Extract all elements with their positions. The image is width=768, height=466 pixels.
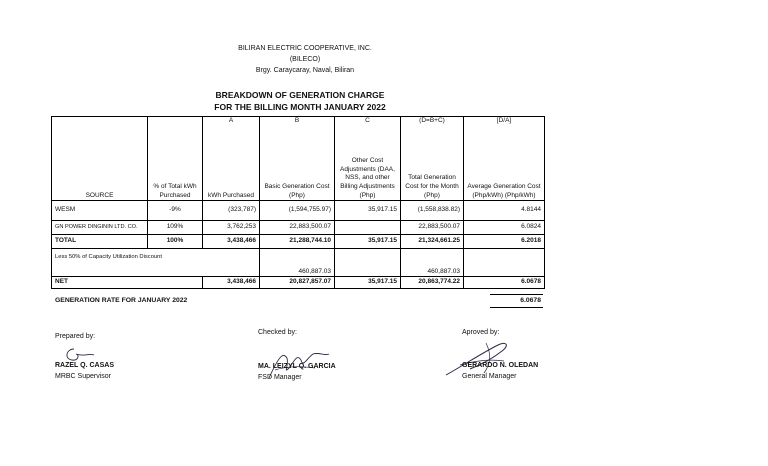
col-letter: A	[203, 117, 260, 126]
cell-basic: 21,288,744.10	[260, 235, 335, 249]
col-letter: B	[260, 117, 335, 126]
col-letter	[148, 117, 203, 126]
generation-rate-label: GENERATION RATE FOR JANUARY 2022	[55, 297, 188, 304]
prepared-by-name: RAZEL Q. CASAS	[55, 362, 114, 369]
approved-by-name: GERARDO N. OLEDAN	[462, 362, 539, 369]
document-title: BREAKDOWN OF GENERATION CHARGE	[215, 90, 385, 100]
col-header-kwh: kWh Purchased	[203, 126, 260, 201]
cell-pct: -9%	[148, 201, 203, 221]
checked-by-label: Checked by:	[258, 329, 297, 336]
column-letter-row	[52, 117, 545, 126]
column-header-row	[52, 126, 545, 201]
prepared-by-position: MRBC Supervisor	[55, 373, 112, 380]
cell-other: 35,917.15	[335, 201, 401, 221]
divider	[490, 307, 543, 308]
cell-avg	[464, 249, 545, 277]
cell-avg: 6.2018	[464, 235, 545, 249]
col-letter: [D/A]	[464, 117, 545, 126]
cell-basic: 20,827,857.07	[260, 277, 335, 289]
cell-kwh: (323,787)	[203, 201, 260, 221]
cell-avg: 4.8144	[464, 201, 545, 221]
total-row	[52, 235, 545, 249]
col-header-avg: Average Generation Cost (Php/kWh) (Php/kWh)	[464, 126, 545, 201]
discount-row	[52, 249, 545, 277]
cell-total: 20,863,774.22	[401, 277, 464, 289]
discount-label: Less 50% of Capacity Utilization Discount	[52, 249, 260, 277]
cell-avg: 6.0678	[464, 277, 545, 289]
document-subtitle: FOR THE BILLING MONTH JANUARY 2022	[214, 102, 386, 112]
cell-other: 35,917.15	[335, 277, 401, 289]
cell-source: WESM	[52, 201, 148, 221]
company-abbr: (BILECO)	[289, 56, 321, 63]
checked-by-position: FSD Manager	[258, 374, 302, 381]
table-row	[52, 221, 545, 235]
approved-by-label: Aproved by:	[462, 329, 500, 336]
company-name: BILIRAN ELECTRIC COOPERATIVE, INC.	[238, 45, 372, 52]
cell-total: 460,887.03	[401, 249, 464, 277]
cell-basic: 22,883,500.07	[260, 221, 335, 235]
company-address: Brgy. Caraycaray, Naval, Biliran	[255, 67, 355, 74]
cell-avg: 6.0824	[464, 221, 545, 235]
col-header-source: SOURCE	[52, 126, 148, 201]
col-header-basic: Basic Generation Cost (Php)	[260, 126, 335, 201]
checked-by-name: MA. LEIZYL Q. GARCIA	[258, 363, 336, 370]
col-letter: C	[335, 117, 401, 126]
generation-rate-value: 6.0678	[520, 297, 541, 304]
col-header-total: Total Generation Cost for the Month (Php)	[401, 126, 464, 201]
cell-total: 22,883,500.07	[401, 221, 464, 235]
cell-source: NET	[52, 277, 203, 289]
net-row	[52, 277, 545, 289]
col-header-pct: % of Total kWh Purchased	[148, 126, 203, 201]
approved-by-position: General Manager	[462, 373, 517, 380]
cell-source: TOTAL	[52, 235, 148, 249]
cell-total: 21,324,661.25	[401, 235, 464, 249]
prepared-by-label: Prepared by:	[55, 333, 96, 340]
cell-total: (1,558,838.82)	[401, 201, 464, 221]
cell-kwh: 3,438,466	[203, 277, 260, 289]
cell-pct: 100%	[148, 235, 203, 249]
cell-other	[335, 221, 401, 235]
cell-other: 35,917.15	[335, 235, 401, 249]
cell-basic: 460,887.03	[260, 249, 335, 277]
divider	[490, 294, 543, 295]
cell-pct: 109%	[148, 221, 203, 235]
col-letter	[52, 117, 148, 126]
cell-basic: (1,594,755.97)	[260, 201, 335, 221]
cell-kwh: 3,762,253	[203, 221, 260, 235]
table-row	[52, 201, 545, 221]
cell-source: GN POWER DINGININ LTD. CO.	[52, 221, 148, 235]
col-header-other: Other Cost Adjustments (DAA, NSS, and other Billing Adjustments (Php)	[335, 126, 401, 201]
col-letter: (D=B+C)	[401, 117, 464, 126]
cell-kwh: 3,438,466	[203, 235, 260, 249]
cell-other	[335, 249, 401, 277]
generation-charge-table	[51, 116, 545, 289]
